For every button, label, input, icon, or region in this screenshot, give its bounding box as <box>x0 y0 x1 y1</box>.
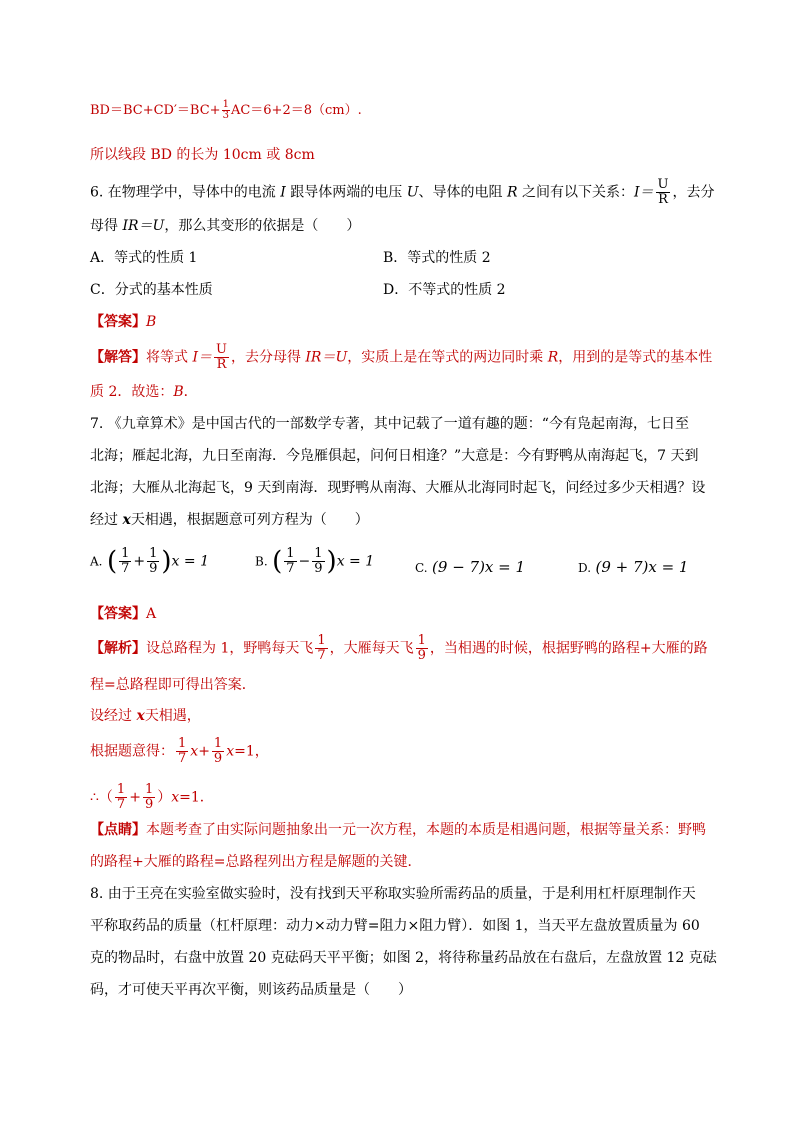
answer-tag: 【答案】 <box>90 606 146 622</box>
answer-value: B <box>146 314 157 330</box>
var-x: x <box>226 743 235 760</box>
var-u: U <box>406 184 419 201</box>
q7-equation-line <box>90 737 269 766</box>
frac-num: U <box>657 177 669 192</box>
fraction-u-over-r <box>214 343 229 372</box>
eq-ir-u: IR＝U <box>305 349 348 366</box>
frac-den: 7 <box>317 648 326 663</box>
set-text: 天相遇， <box>144 708 201 724</box>
answer-value: A <box>146 606 157 622</box>
q7-comment-line1 <box>90 820 706 840</box>
frac-den: 7 <box>286 561 295 576</box>
fraction <box>284 547 296 576</box>
frac-num: 1 <box>222 99 229 110</box>
var-r: R <box>547 349 559 366</box>
q6-solution-line2 <box>90 382 198 402</box>
frac-den: 9 <box>417 648 426 663</box>
comment-text: 本题考查了由实际问题抽象出一元一次方程，本题的本质是相遇问题，根据等量关系：野鸭 <box>146 822 706 838</box>
q8-line2: 平称取药品的质量（杠杆原理：动力×动力臂=阻力×阻力臂）．如图 1，当天平左盘放置质量为 60 <box>90 918 700 934</box>
q6-text: 跟导体两端的电压 <box>285 184 407 201</box>
fraction <box>147 547 159 576</box>
frac-num: 1 <box>286 546 295 561</box>
sol-text: 将等式 <box>146 349 193 366</box>
fraction <box>143 783 155 812</box>
option-expr: (9 + 7)x = 1 <box>595 558 689 576</box>
fraction <box>119 547 131 576</box>
set-text: 设经过 <box>90 708 137 724</box>
frac-den: R <box>658 192 668 207</box>
frac-num: 1 <box>116 782 126 797</box>
fraction-one-third <box>222 100 230 121</box>
q8-line3: 克的物品时，右盘中放置 20 克砝码天平平衡；如图 2，将待称量药品放在右盘后，左盘放置 12 克砝 <box>90 950 717 966</box>
ana-text: ，当相遇的时候，根据野鸭的路程+大雁的路 <box>429 640 708 657</box>
frac-num: U <box>215 342 227 357</box>
eq-ir-u: IR＝U <box>122 218 165 234</box>
q6-answer <box>90 312 156 332</box>
paren-open: ( <box>106 546 118 577</box>
frac-den: 9 <box>213 751 223 766</box>
frac-den: 9 <box>144 797 154 812</box>
option-expr: x = 1 <box>336 553 375 570</box>
answer-tag: 【答案】 <box>90 314 146 330</box>
q7-answer <box>90 604 156 624</box>
operator: + <box>133 553 146 570</box>
fraction <box>212 737 224 766</box>
option-letter: B. <box>255 554 268 569</box>
frac-num: 1 <box>417 633 426 648</box>
q7-therefore-line <box>90 783 214 812</box>
q6-option-c[interactable]: C．分式的基本性质 <box>90 282 213 298</box>
bd-expr-b: AC＝6+2＝8（cm）. <box>230 103 362 118</box>
operator: + <box>129 789 141 806</box>
eq-lhs: I＝ <box>633 184 654 201</box>
frac-den: 7 <box>116 797 126 812</box>
fraction-u-over-r <box>656 178 671 207</box>
sol-text: ，用到的是等式的基本性 <box>558 349 713 366</box>
q7-analysis-line2: 程=总路程即可得出答案． <box>90 677 256 693</box>
q7-analysis-line1 <box>90 634 708 663</box>
q7-option-d[interactable] <box>578 557 688 578</box>
conclusion-line: 所以线段 BD 的长为 10cm 或 8cm <box>90 147 315 163</box>
ana-text: ，大雁每天飞 <box>329 640 414 657</box>
q6-text: 、导体的电阻 <box>418 184 507 201</box>
frac-num: 1 <box>178 736 187 751</box>
sol-text: ，实质上是在等式的两边同时乘 <box>347 349 548 366</box>
q7-comment-line2: 的路程+大雁的路程=总路程列出方程是解题的关键． <box>90 854 422 870</box>
var-x: x <box>136 708 145 724</box>
bd-expr-a: BD＝BC+CD′＝BC+ <box>90 103 221 118</box>
option-letter: A. <box>90 554 103 569</box>
paren-close: ） <box>157 789 172 806</box>
option-expr: x = 1 <box>171 553 209 570</box>
var-x: x <box>190 743 199 760</box>
ana-text: 设总路程为 1，野鸭每天飞 <box>146 640 314 657</box>
paren-close: ) <box>161 546 172 577</box>
option-letter: D. <box>578 561 592 575</box>
sol-text: ，去分母得 <box>230 349 306 366</box>
solution-bd-line <box>90 100 362 121</box>
sol-text: ． <box>183 384 198 400</box>
q6-text: 母得 <box>90 218 123 234</box>
q7-option-c[interactable] <box>415 557 525 578</box>
paren-close: ) <box>326 546 337 577</box>
q7-line4 <box>90 510 369 530</box>
therefore-symbol: ∴（ <box>90 789 113 806</box>
option-letter: C. <box>415 561 428 575</box>
q7-option-b[interactable] <box>255 547 374 576</box>
eq-text: =1， <box>234 743 269 760</box>
q7-text: 天相遇，根据题意可列方程为（ ） <box>130 512 369 528</box>
q7-line2: 北海；雁起北海，九日至南海．今凫雁俱起，问何日相逢？”大意是：今有野鸭从南海起飞，7 天到 <box>90 448 699 464</box>
frac-den: 7 <box>121 561 130 576</box>
q7-line1: 7. 《九章算术》是中国古代的一部数学专著，其中记载了一道有趣的题：“今有凫起南海，七日至 <box>90 416 689 432</box>
analysis-tag: 【解析】 <box>90 640 146 657</box>
q6-line1 <box>90 178 714 207</box>
q6-text: ，那么其变形的依据是（ ） <box>164 218 361 234</box>
frac-num: 1 <box>144 782 154 797</box>
q6-text: 6. 在物理学中，导体中的电流 <box>90 184 281 201</box>
frac-num: 1 <box>121 546 130 561</box>
q6-text: ，去分 <box>672 184 715 201</box>
fraction <box>176 737 188 766</box>
frac-num: 1 <box>314 546 323 561</box>
frac-den: R <box>216 357 227 372</box>
sol-text: 质 2．故选： <box>90 384 174 400</box>
var-x: x <box>171 789 180 806</box>
q6-text: 之间有以下关系： <box>517 184 634 201</box>
frac-den: 3 <box>222 110 229 121</box>
answer-value: B <box>173 384 184 400</box>
q6-option-a[interactable]: A．等式的性质 1 <box>90 250 198 266</box>
fraction <box>115 783 127 812</box>
option-expr: (9 − 7)x = 1 <box>432 558 526 576</box>
q6-solution-line1 <box>90 343 712 372</box>
fraction <box>312 547 324 576</box>
eq-lhs: I＝ <box>192 349 212 366</box>
q8-line4: 码，才可使天平再次平衡，则该药品质量是（ ） <box>90 982 412 998</box>
operator: + <box>198 743 210 760</box>
q8-line1: 8. 由于王亮在实验室做实验时，没有找到天平称取实验所需药品的质量，于是利用杠杆原理制作天 <box>90 886 696 902</box>
eq-text: 根据题意得： <box>90 743 174 760</box>
q7-set-line <box>90 706 201 726</box>
q6-line2 <box>90 216 360 236</box>
frac-den: 9 <box>149 561 158 576</box>
frac-den: 7 <box>178 751 187 766</box>
q7-option-a[interactable] <box>90 547 209 576</box>
var-r: R <box>506 184 518 201</box>
q6-option-b[interactable]: B．等式的性质 2 <box>383 250 491 266</box>
fraction-one-seventh <box>315 634 327 663</box>
q6-option-d[interactable]: D．不等式的性质 2 <box>383 282 506 298</box>
paren-open: ( <box>272 546 283 577</box>
fraction-one-ninth <box>416 634 428 663</box>
eq-text: =1． <box>179 789 214 806</box>
q7-line3: 北海；大雁从北海起飞，9 天到南海．现野鸭从南海、大雁从北海同时起飞，问经过多少天相遇？设 <box>90 480 706 496</box>
frac-num: 1 <box>149 546 158 561</box>
var-i: I <box>280 184 286 201</box>
q7-text: 经过 <box>90 512 123 528</box>
frac-den: 9 <box>314 561 323 576</box>
solution-tag: 【解答】 <box>90 349 146 366</box>
frac-num: 1 <box>213 736 223 751</box>
comment-tag: 【点睛】 <box>90 822 146 838</box>
frac-num: 1 <box>317 633 326 648</box>
operator: − <box>298 553 311 570</box>
var-x: x <box>122 512 131 528</box>
